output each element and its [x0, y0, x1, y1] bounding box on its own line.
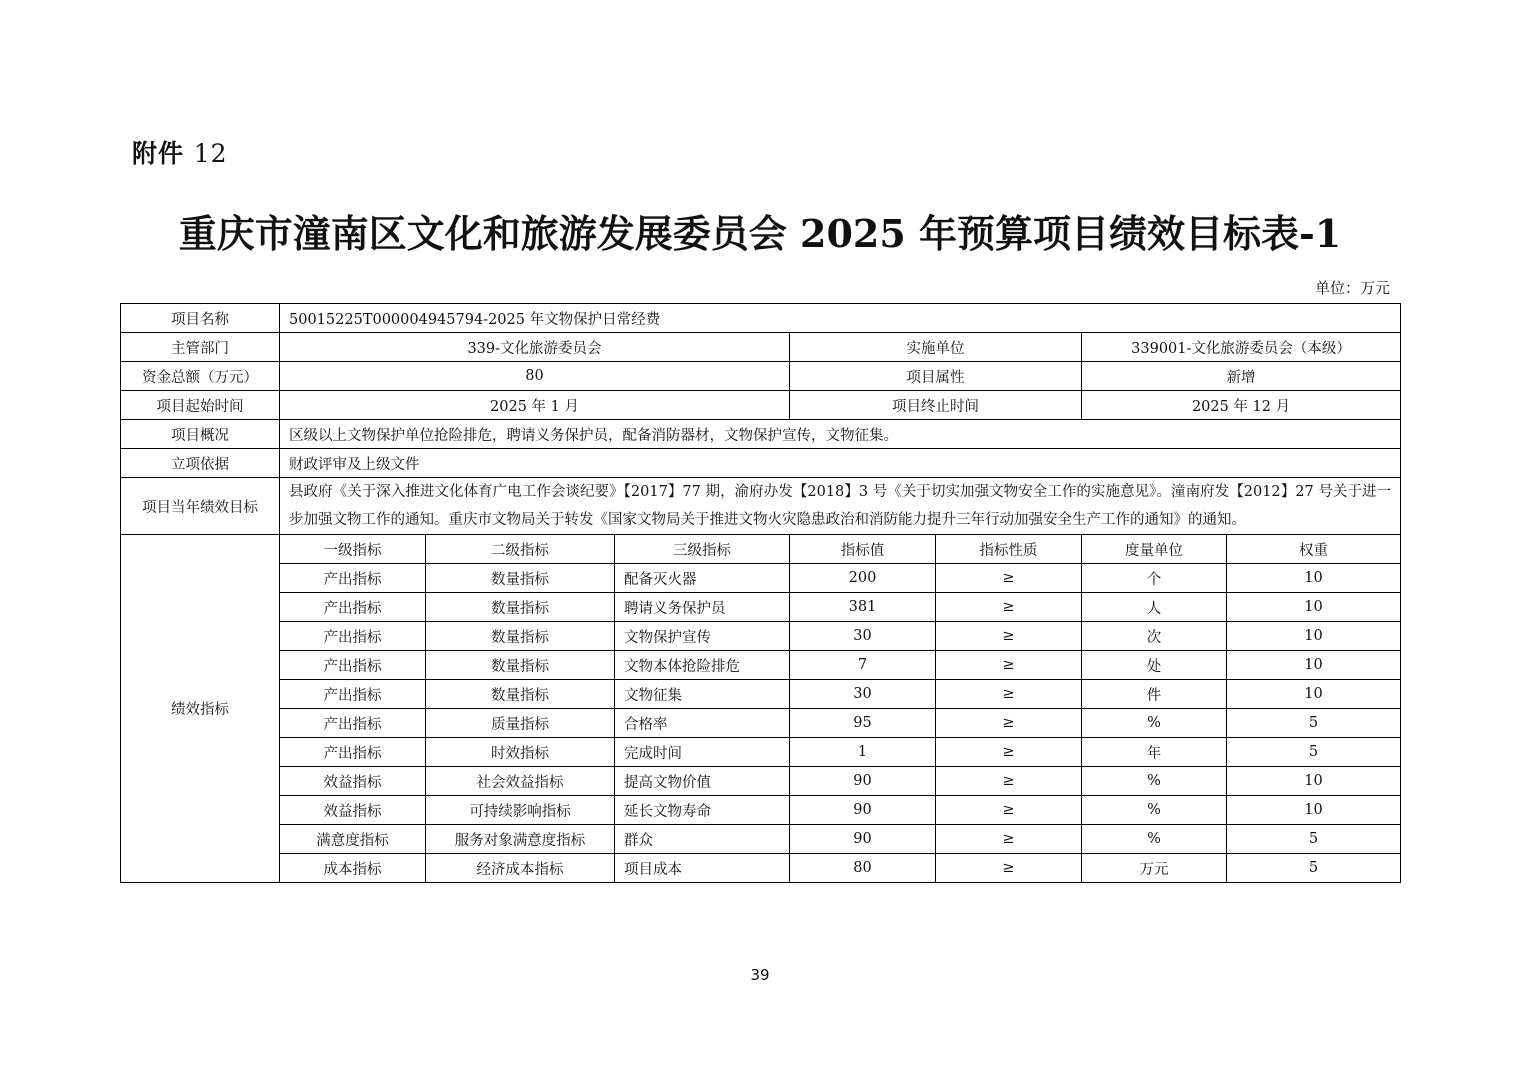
cell-goal: 县政府《关于深入推进文化体育广电工作会谈纪要》【2017】77 期，渝府办发【2018】3 号《关于切实加强文物安全工作的实施意见》。潼南府发【2012】27 号关于进一步加强文物工作的通知。重庆市文物局关于转发《国家文物局关于推进文物火灾隐患政治和消防能力提升三年行动加强安全生产工作的通知》的通知。: [280, 478, 1401, 535]
row-indicator-header: [121, 535, 1401, 564]
row-project-name: [121, 304, 1401, 333]
indicator-row: [121, 767, 1401, 796]
cell-level3: 延长文物寿命: [615, 796, 790, 825]
cell-label-goal: 项目当年绩效目标: [121, 478, 280, 535]
cell-label-project-name: 项目名称: [121, 304, 280, 333]
cell-level3: 文物保护宣传: [615, 622, 790, 651]
cell-level1: 满意度指标: [280, 825, 426, 854]
cell-nature: ≥: [936, 622, 1082, 651]
cell-level2: 服务对象满意度指标: [426, 825, 615, 854]
cell-level1: 产出指标: [280, 738, 426, 767]
indicator-row: [121, 622, 1401, 651]
row-dates: [121, 391, 1401, 420]
cell-level2: 经济成本指标: [426, 854, 615, 883]
cell-level3: 群众: [615, 825, 790, 854]
cell-value: 30: [790, 622, 936, 651]
attachment-number: 12: [193, 139, 228, 168]
header-nature: 指标性质: [936, 535, 1082, 564]
cell-level2: 可持续影响指标: [426, 796, 615, 825]
cell-label-end: 项目终止时间: [790, 391, 1082, 420]
cell-level2: 数量指标: [426, 680, 615, 709]
cell-value: 381: [790, 593, 936, 622]
cell-value: 95: [790, 709, 936, 738]
cell-level3: 聘请义务保护员: [615, 593, 790, 622]
cell-level1: 产出指标: [280, 680, 426, 709]
indicator-row: [121, 651, 1401, 680]
cell-level2: 数量指标: [426, 622, 615, 651]
cell-level1: 产出指标: [280, 709, 426, 738]
cell-nature: ≥: [936, 825, 1082, 854]
page-number: 39: [750, 966, 770, 984]
cell-unit: %: [1082, 709, 1227, 738]
cell-overview: 区级以上文物保护单位抢险排危，聘请义务保护员，配备消防器材，文物保护宣传，文物征集。: [280, 420, 1401, 449]
cell-label-overview: 项目概况: [121, 420, 280, 449]
cell-label-indicators: 绩效指标: [121, 535, 280, 883]
cell-level3: 配备灭火器: [615, 564, 790, 593]
indicator-row: [121, 796, 1401, 825]
cell-level2: 时效指标: [426, 738, 615, 767]
cell-label-attr: 项目属性: [790, 362, 1082, 391]
cell-level3: 提高文物价值: [615, 767, 790, 796]
cell-weight: 10: [1227, 622, 1401, 651]
cell-value: 90: [790, 767, 936, 796]
cell-label-impl: 实施单位: [790, 333, 1082, 362]
cell-weight: 10: [1227, 564, 1401, 593]
cell-unit: %: [1082, 796, 1227, 825]
row-goal: [121, 478, 1401, 535]
cell-attr: 新增: [1082, 362, 1401, 391]
indicator-row: [121, 738, 1401, 767]
cell-level1: 产出指标: [280, 622, 426, 651]
header-level1: 一级指标: [280, 535, 426, 564]
cell-impl: 339001-文化旅游委员会（本级）: [1082, 333, 1401, 362]
cell-label-start: 项目起始时间: [121, 391, 280, 420]
unit-label: 单位：万元: [1314, 279, 1390, 297]
cell-level3: 合格率: [615, 709, 790, 738]
cell-nature: ≥: [936, 564, 1082, 593]
cell-nature: ≥: [936, 593, 1082, 622]
cell-level1: 效益指标: [280, 796, 426, 825]
cell-level2: 数量指标: [426, 593, 615, 622]
cell-unit: 万元: [1082, 854, 1227, 883]
cell-unit: 件: [1082, 680, 1227, 709]
cell-end: 2025 年 12 月: [1082, 391, 1401, 420]
cell-level1: 产出指标: [280, 593, 426, 622]
indicator-row: [121, 825, 1401, 854]
cell-level2: 数量指标: [426, 651, 615, 680]
header-value: 指标值: [790, 535, 936, 564]
cell-label-dept: 主管部门: [121, 333, 280, 362]
cell-nature: ≥: [936, 738, 1082, 767]
cell-level2: 社会效益指标: [426, 767, 615, 796]
cell-weight: 5: [1227, 709, 1401, 738]
performance-table: [120, 303, 1401, 883]
cell-level1: 成本指标: [280, 854, 426, 883]
cell-weight: 5: [1227, 825, 1401, 854]
cell-level2: 质量指标: [426, 709, 615, 738]
cell-value: 90: [790, 796, 936, 825]
cell-weight: 5: [1227, 738, 1401, 767]
page-title: 重庆市潼南区文化和旅游发展委员会 2025 年预算项目绩效目标表-1: [178, 211, 1342, 256]
cell-level3: 文物征集: [615, 680, 790, 709]
cell-unit: 人: [1082, 593, 1227, 622]
cell-nature: ≥: [936, 651, 1082, 680]
header-level3: 三级指标: [615, 535, 790, 564]
indicator-row: [121, 593, 1401, 622]
cell-level1: 产出指标: [280, 651, 426, 680]
cell-weight: 10: [1227, 651, 1401, 680]
header-unit: 度量单位: [1082, 535, 1227, 564]
cell-basis: 财政评审及上级文件: [280, 449, 1401, 478]
cell-dept: 339-文化旅游委员会: [280, 333, 790, 362]
cell-value: 80: [790, 854, 936, 883]
cell-level3: 完成时间: [615, 738, 790, 767]
cell-fund: 80: [280, 362, 790, 391]
cell-nature: ≥: [936, 854, 1082, 883]
cell-start: 2025 年 1 月: [280, 391, 790, 420]
cell-level3: 文物本体抢险排危: [615, 651, 790, 680]
row-overview: [121, 420, 1401, 449]
cell-nature: ≥: [936, 796, 1082, 825]
row-fund: [121, 362, 1401, 391]
cell-label-fund: 资金总额（万元）: [121, 362, 280, 391]
cell-unit: %: [1082, 767, 1227, 796]
row-department: [121, 333, 1401, 362]
cell-nature: ≥: [936, 680, 1082, 709]
cell-weight: 5: [1227, 854, 1401, 883]
cell-value: 30: [790, 680, 936, 709]
cell-level1: 效益指标: [280, 767, 426, 796]
indicator-row: [121, 564, 1401, 593]
cell-label-basis: 立项依据: [121, 449, 280, 478]
cell-unit: 年: [1082, 738, 1227, 767]
cell-unit: %: [1082, 825, 1227, 854]
cell-value: 200: [790, 564, 936, 593]
cell-nature: ≥: [936, 767, 1082, 796]
cell-weight: 10: [1227, 680, 1401, 709]
cell-unit: 次: [1082, 622, 1227, 651]
cell-unit: 处: [1082, 651, 1227, 680]
cell-weight: 10: [1227, 593, 1401, 622]
cell-value: 90: [790, 825, 936, 854]
header-weight: 权重: [1227, 535, 1401, 564]
attachment-label: [132, 134, 228, 170]
cell-weight: 10: [1227, 796, 1401, 825]
cell-value: 7: [790, 651, 936, 680]
cell-value: 1: [790, 738, 936, 767]
cell-level1: 产出指标: [280, 564, 426, 593]
cell-nature: ≥: [936, 709, 1082, 738]
cell-weight: 10: [1227, 767, 1401, 796]
attachment-text: 附件: [132, 139, 185, 168]
cell-project-name: 50015225T000004945794-2025 年文物保护日常经费: [280, 304, 1401, 333]
indicator-row: [121, 680, 1401, 709]
row-basis: [121, 449, 1401, 478]
cell-unit: 个: [1082, 564, 1227, 593]
indicator-row: [121, 709, 1401, 738]
header-level2: 二级指标: [426, 535, 615, 564]
indicator-row: [121, 854, 1401, 883]
cell-level3: 项目成本: [615, 854, 790, 883]
cell-level2: 数量指标: [426, 564, 615, 593]
